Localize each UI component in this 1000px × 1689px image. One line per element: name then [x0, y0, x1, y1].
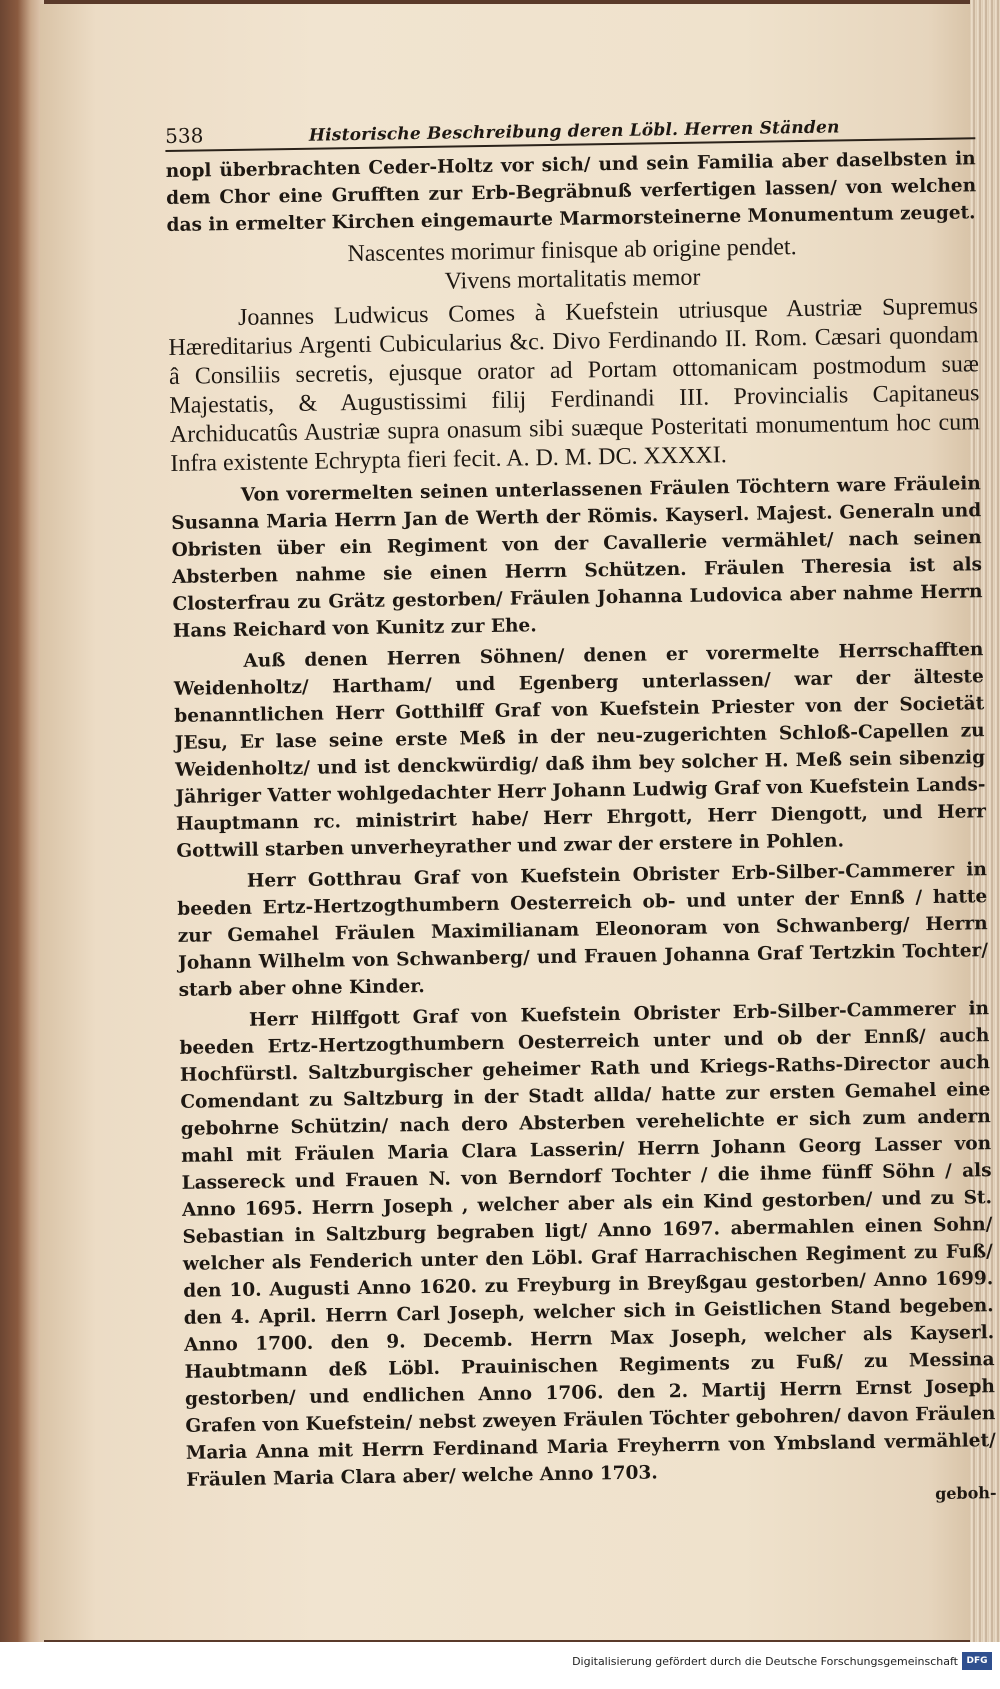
paragraph-intro: nopl überbrachten Ceder-Holtz vor sich/ und sein Familia aber daselbsten in dem Chor eine Grufften zur Erb-Begräbnuß verfertigen lassen/ von welchen das in ermelter Kirchen eingemaurte Marmorsteinerne Monumentum zeuget.: [165, 148, 977, 236]
catchword: geboh-: [934, 1483, 997, 1504]
dfg-logo[interactable]: DFG: [962, 1652, 992, 1670]
paragraph-daughters: Von vorermelten seinen unterlassenen Fräulen Töchtern ware Fräulein Susanna Maria Herrn Jan de Werth der Römis. Kayserl. Majest. Generaln und Obristen über ein Regiment von der Cavallerie vermählet/ nach seinen Absterben nahme sie einen Herrn Schützen. Fräulen Theresia ist als Closterfrau zu Grätz gestorben/ Fräulen Johanna Ludovica aber nahme Herrn Hans Reichard von Kunitz zur Ehe.: [171, 473, 983, 642]
footer-credit: Digitalisierung gefördert durch die Deutsche Forschungsgemeinschaft: [572, 1655, 958, 1668]
paragraph-sons: Auß denen Herren Söhnen/ denen er vorermelte Herrschafften Weidenholtz/ Hartham/ und Egenberg unterlassen/ war der älteste benanntlichen Herr Gotthilff Graf von Kuefstein Priester von der Societät JEsu, Er lase seine erste Meß in der neu-zugerichten Schloß-Capellen zu Weidenholtz/ und ist denckwürdig/ daß ihm bey solcher H. Meß sein sibenzig Jähriger Vatter wohlgedachter Herr Johann Ludwig Graf von Kuefstein Lands-Hauptmann rc. ministrirt habe/ Herr Ehrgott, Herr Diengott, und Herr Gottwill starben unverheyrather und zwar der erstere in Pohlen.: [173, 639, 987, 862]
latin-motto-2: Vivens mortalitatis memor: [444, 264, 701, 295]
latin-inscription: Joannes Ludwicus Comes à Kuefstein utriusque Austriæ Supremus Hæreditarius Argenti Cubicularius &c. Divo Ferdinando II. Rom. Cæsari quondam â Consiliis secretis, ejusque orator ad Portam ottomanicam postmodum suæ Majestatis, & Augustissimi filij Ferdinandi III. Provincialis Capitaneus Archiducatûs Austriæ supra onasum sibi suæque Posteritati monumentum hoc cum Infra existente Echrypta fieri fecit. A. D. M. DC. XXXXI.: [168, 293, 980, 477]
page-number: 538: [165, 123, 204, 148]
paragraph-hilffgott: Herr Hilffgott Graf von Kuefstein Obrister Erb-Silber-Cammerer in beeden Ertz-Hertzogthumbern Oesterreich unter und ob der Ennß/ auch Hochfürstl. Saltzburgischer geheimer Rath und Kriegs-Raths-Director auch Comendant zu Saltzburg in der Stadt allda/ hatte zur ersten Gemahel eine gebohrne Schützin/ nach dero Absterben verehelichte er sich zum andern mahl mit Fräulen Maria Clara Lasserin/ Herrn Johann Georg Lasser von Lassereck und Frauen N. von Berndorf Tochter / die ihme fünff Söhn / als Anno 1695. Herrn Joseph , welcher aber als ein Kind gestorben/ und zu St. Sebastian in Saltzburg begraben ligt/ Anno 1697. abermahlen einen Sohn/ welcher als Fenderich unter den Löbl. Graf Harrachischen Regiment zu Fuß/ den 10. Augusti Anno 1620. zu Freyburg in Breyßgau gestorben/ Anno 1699. den 4. April. Herrn Carl Joseph, welcher sich in Geistlichen Stand begeben. Anno 1700. den 9. Decemb. Herrn Max Joseph, welcher als Kayserl. Haubtmann deß Löbl. Prauinischen Regiments zu Fuß/ zu Messina gestorben/ und endlichen Anno 1706. den 2. Martij Herrn Ernst Joseph Grafen von Kuefstein/ nebst zweyen Fräulen Töchter gebohren/ davon Fräulen Maria Anna mit Herrn Ferdinand Maria Freyherrn von Ymbsland vermählet/ Fräulen Maria Clara aber/ welche Anno 1703.: [179, 998, 996, 1491]
page-text-block: [165, 111, 997, 1515]
footer-bar: [0, 1642, 1000, 1689]
running-title: Historische Beschreibung deren Löbl. Herren Ständen: [308, 117, 840, 146]
paragraph-gotthrau: Herr Gotthrau Graf von Kuefstein Obrister Erb-Silber-Cammerer in beeden Ertz-Hertzogthumbern Oesterreich ob- und unter der Ennß / hatte zur Gemahel Fräulen Maximilianam Eleonoram von Schwanberg/ Herrn Johann Wilhelm von Schwanberg/ und Frauen Johanna Graf Tertzkin Tochter/ starb aber ohne Kinder.: [177, 859, 989, 1001]
latin-motto-1: Nascentes morimur finisque ab origine pendet.: [347, 234, 797, 268]
book-spine: [0, 0, 44, 1642]
